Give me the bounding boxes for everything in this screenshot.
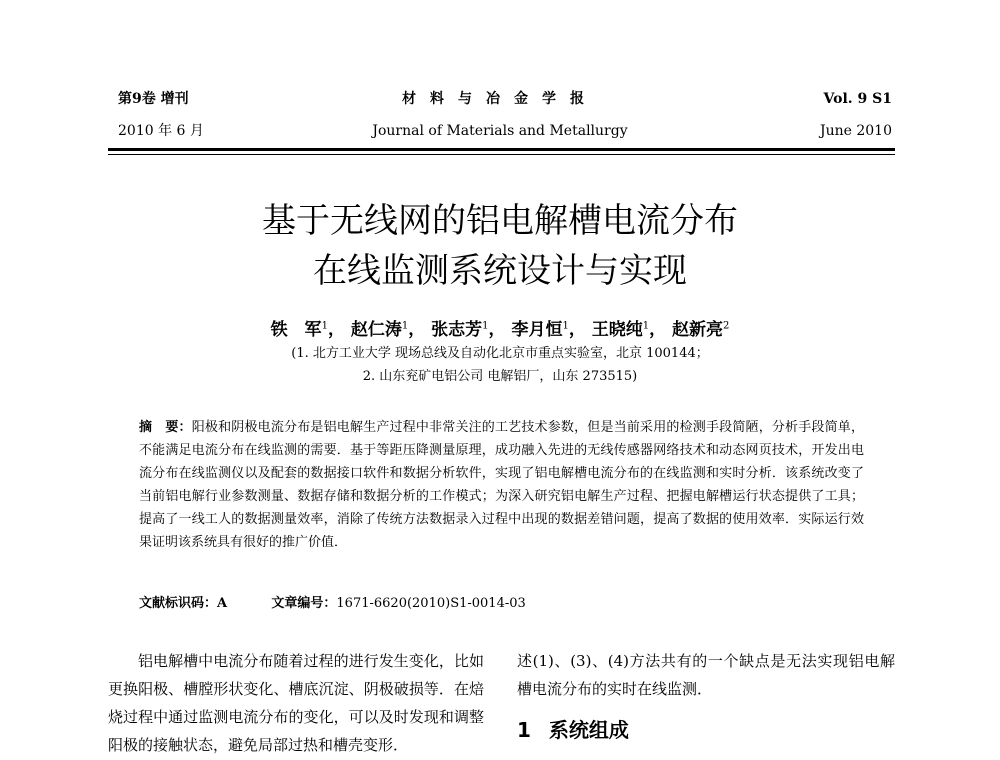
author: 铁 军$^1$	[270, 319, 328, 340]
paper-title	[0, 196, 1000, 296]
author: 李月恒$^1$	[511, 319, 569, 340]
journal-name-cn: 材料与冶金学报	[402, 91, 598, 107]
author-list: 铁 军$^1$， 赵仁涛$^1$， 张志芳$^1$， 李月恒$^1$， 王晓纯$^1$， 赵新亮$^2$	[270, 319, 730, 340]
journal-date: 2010 年 6 月	[118, 123, 204, 139]
abstract-text: 阳极和阴极电流分布是铝电解生产过程中非常关注的工艺技术参数，但是当前采用的检测手段简陋，分析手段简单，不能满足电流分布在线监测的需要．基于等距压降测量原理，成功融入先进的无线传感器网络技术和动态网页技术，开发出电流分布在线监测仪以及配套的数据接口软件和数据分析软件，实现了铝电解槽电流分布的在线监测和实时分析．该系统改变了当前铝电解行业参数测量、数据存储和数据分析的工作模式；为深入研究铝电解生产过程、把握电解槽运行状态提供了工具；提高了一线工人的数据测量效率，消除了传统方法数据录入过程中出现的数据差错问题，提高了数据的使用效率．实际运行效果证明该系统具有很好的推广价值．	[139, 420, 864, 550]
section-title: 系统组成	[548, 718, 629, 742]
journal-volume-en: Vol. 9 S1	[823, 91, 892, 107]
section-heading	[517, 714, 629, 743]
affiliations	[0, 342, 1000, 388]
header-rule-thin	[108, 154, 895, 155]
body-text-left: 铝电解槽中电流分布随着过程的进行发生变化，比如更换阳极、槽膛形状变化、槽底沉淀、阴极破损等．在焙烧过程中通过监测电流分布的变化，可以及时发现和调整阳极的接触状态，避免局部过热和槽壳变形．	[108, 652, 484, 754]
journal-volume-en-block	[820, 90, 892, 154]
header-rule-thick	[108, 148, 895, 151]
body-text-right: 述(1)、(3)、(4)方法共有的一个缺点是无法实现铝电解槽电流分布的实时在线监测．	[517, 652, 895, 698]
author: 赵仁涛$^1$	[350, 319, 409, 340]
journal-name-en: Journal of Materials and Metallurgy	[372, 123, 628, 139]
doc-code-label: 文献标识码：	[139, 596, 218, 611]
author: 张志芳$^1$	[431, 319, 489, 340]
doc-codes	[139, 594, 526, 614]
journal-date-en: June 2010	[819, 123, 892, 139]
doc-code-value: A	[217, 596, 228, 611]
affiliation-line1: (1. 北方工业大学 现场总线及自动化北京市重点实验室，北京 100144；	[291, 346, 709, 361]
author: 王晓纯$^1$	[591, 319, 650, 340]
section-number: 1	[517, 718, 531, 742]
article-number-label: 文章编号：	[271, 596, 337, 611]
author: 赵新亮$^2$	[672, 319, 730, 340]
journal-volume: 第9卷 增刊	[118, 91, 189, 107]
paper-title-line2: 在线监测系统设计与实现	[313, 251, 687, 291]
article-number-value: 1671-6620(2010)S1-0014-03	[336, 596, 526, 611]
paper-title-line1: 基于无线网的铝电解槽电流分布	[262, 201, 738, 241]
affiliation-line2: 2. 山东兖矿电铝公司 电解铝厂，山东 273515)	[362, 369, 638, 384]
abstract-label: 摘 要：	[139, 420, 192, 435]
abstract	[139, 416, 864, 554]
